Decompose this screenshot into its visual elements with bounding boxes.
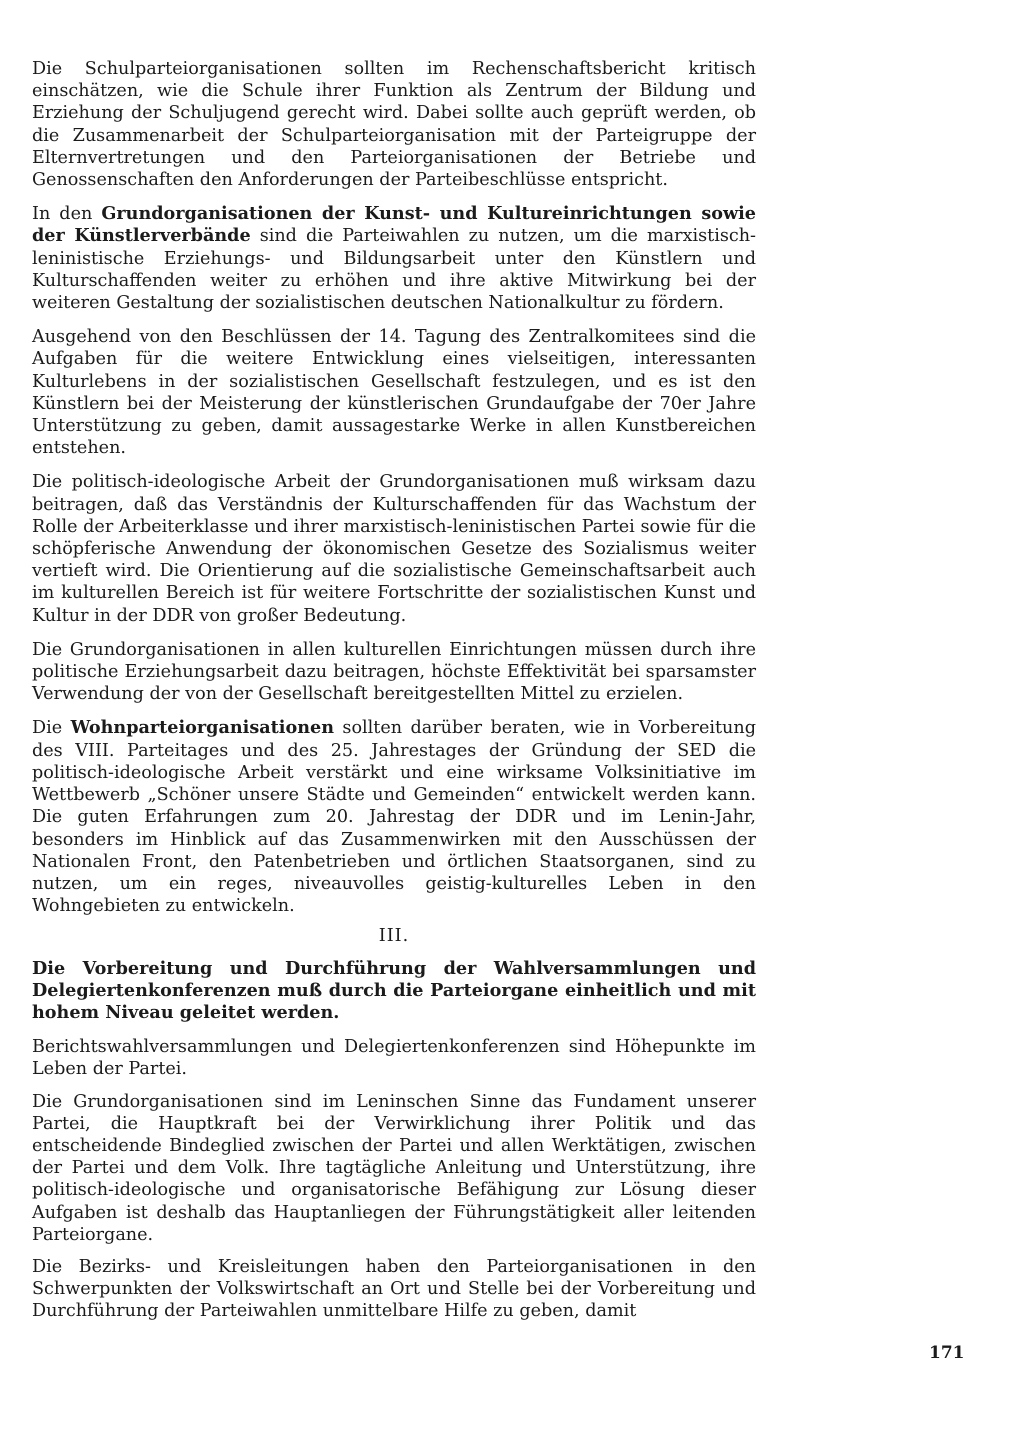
section-numeral: III. [378,926,410,947]
paragraph-text: Die [32,718,71,739]
page-body [32,58,756,1323]
paragraph-hoehepunkte: Berichtswahlversammlungen und Delegiertenkonferenzen sind Höhepunkte im Leben der Partei. [32,1037,756,1080]
section-heading: Die Vorbereitung und Durchführung der Wahlversammlungen und Delegiertenkonferenzen muß durch die Parteiorgane einheitlich und mit hohem Niveau geleitet werden. [32,957,756,1023]
emphasis-term: Wohnparteiorganisationen [70,717,334,739]
paragraph-kulturelle-einrichtungen: Die Grundorganisationen in allen kulturellen Einrichtungen müssen durch ihre politische Erziehungsarbeit dazu beitragen, höchste Effektivität bei sparsamster Verwendung der von der Gesellschaft bereitgestellten Mittel zu erzielen. [32,639,756,705]
page-number: 171 [929,1343,965,1363]
paragraph-politisch-ideologische-arbeit: Die politisch-ideologische Arbeit der Grundorganisationen muß wirksam dazu beitragen, daß das Verständnis der Kulturschaffenden für das Wachstum der Rolle der Arbeiterklasse und ihrer marxistisch-leninistischen Partei sowie für die schöpferische Anwendung der ökonomischen Gesetze des Sozialismus weiter vertieft wird. Die Orientierung auf die sozialistische Gemeinschaftsarbeit auch im kulturellen Bereich ist für weitere Fortschritte der sozialistischen Kunst und Kultur in der DDR von großer Bedeutung. [32,472,756,626]
paragraph-text: In den [32,204,102,225]
paragraph-text: sollten darüber beraten, wie in Vorbereitung des VIII. Parteitages und des 25. Jahrestages der Gründung der SED die politisch-ideologische Arbeit verstärkt und eine wirksame Volksinitiative im Wettbewerb „Schöner unsere Städte und Gemeinden“ entwickelt werden kann. Die guten Erfahrungen zum 20. Jahrestag der DDR und im Lenin-Jahr, besonders im Hinblick auf das Zusammenwirken mit den Ausschüssen der Nationalen Front, den Patenbetrieben und örtlichen Staatsorganen, sind zu nutzen, um ein reges, niveauvolles geistig-kulturelles Leben in den Wohngebieten zu entwickeln. [32,718,756,917]
paragraph-schulparteiorganisationen: Die Schulparteiorganisationen sollten im Rechenschaftsbericht kritisch einschätzen, wie die Schule ihrer Funktion als Zentrum der Bildung und Erziehung der Schuljugend gerecht wird. Dabei sollte auch geprüft werden, ob die Zusammenarbeit der Schulparteiorganisation mit der Parteigruppe der Elternvertretungen und den Parteiorganisationen der Betriebe und Genossenschaften den Anforderungen der Parteibeschlüsse entspricht. [32,59,756,191]
paragraph-kunst-kultureinrichtungen [32,203,756,314]
emphasis-term: Grundorganisationen der Kunst- und Kultureinrichtungen sowie der Künstlerverbände [32,203,756,247]
paragraph-text: sind die Parteiwahlen zu nutzen, um die marxistisch-leninistische Erziehungs- und Bildungsarbeit unter den Künstlern und Kulturschaffenden weiter zu erhöhen und ihre aktive Mitwirkung bei der weiteren Gestaltung der sozialistischen deutschen Nationalkultur zu fördern. [32,226,756,314]
paragraph-zentralkomitee-beschluesse: Ausgehend von den Beschlüssen der 14. Tagung des Zentralkomitees sind die Aufgaben für die weitere Entwicklung eines vielseitigen, interessanten Kulturlebens in der sozialistischen Gesellschaft festzulegen, und es ist den Künstlern bei der Meisterung der künstlerischen Grundaufgabe der 70er Jahre Unterstützung zu geben, damit aussagestarke Werke in allen Kunstbereichen entstehen. [32,327,756,459]
paragraph-bezirks-kreisleitungen: Die Bezirks- und Kreisleitungen haben den Parteiorganisationen in den Schwerpunkten der Volkswirtschaft an Ort und Stelle bei der Vorbereitung und Durchführung der Parteiwahlen unmittelbare Hilfe zu geben, damit [32,1256,756,1322]
paragraph-fundament-partei: Die Grundorganisationen sind im Leninschen Sinne das Fundament unserer Partei, die Hauptkraft bei der Verwirklichung ihrer Politik und das entscheidende Bindeglied zwischen der Partei und allen Werktätigen, zwischen der Partei und dem Volk. Ihre tagtägliche Anleitung und Unterstützung, ihre politisch-ideologische und organisatorische Befähigung zur Lösung dieser Aufgaben ist deshalb das Hauptanliegen der Führungstätigkeit aller leitenden Parteiorgane. [32,1091,756,1245]
paragraph-wohnparteiorganisationen [32,717,756,917]
